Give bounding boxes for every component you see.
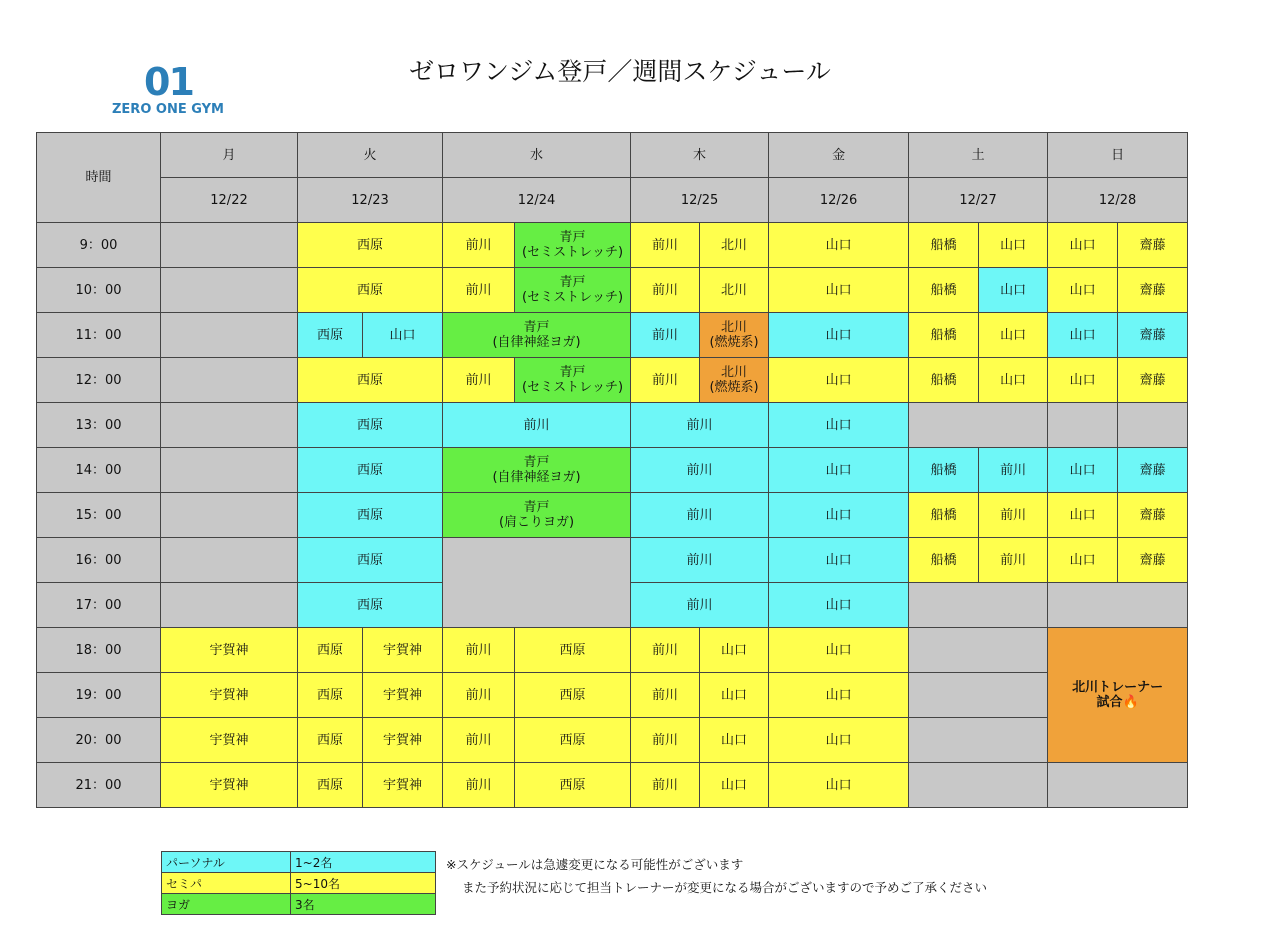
date-header-wed: 12/24 (443, 178, 631, 223)
trainer-name: 西原 (357, 282, 384, 298)
schedule-cell (1048, 358, 1118, 403)
schedule-cell (443, 403, 631, 448)
trainer-name: 宇賀神 (209, 732, 249, 748)
schedule-cell (161, 628, 298, 673)
schedule-cell (700, 268, 769, 313)
legend-row (162, 894, 436, 915)
trainer-name: 前川 (1000, 507, 1027, 523)
trainer-name: 船橋 (930, 372, 957, 388)
trainer-name: 青戸 (肩こりヨガ) (498, 500, 575, 530)
schedule-cell (298, 493, 443, 538)
trainer-name: 山口 (1069, 462, 1096, 478)
trainer-name: 前川 (652, 687, 679, 703)
schedule-cell (1118, 223, 1188, 268)
closed-cell (1048, 763, 1188, 808)
date-header-fri: 12/26 (769, 178, 909, 223)
trainer-name: 前川 (686, 597, 713, 613)
trainer-name: 青戸 (自律神経ヨガ) (492, 320, 581, 350)
trainer-name: 前川 (652, 237, 679, 253)
time-label: 18：00 (37, 628, 161, 673)
schedule-cell (700, 718, 769, 763)
trainer-name: 山口 (825, 462, 852, 478)
trainer-name: 山口 (825, 372, 852, 388)
schedule-cell (979, 358, 1048, 403)
time-slot-row (37, 538, 1188, 583)
schedule-cell (298, 718, 363, 763)
time-header: 時間 (37, 133, 161, 223)
schedule-cell (909, 313, 979, 358)
logo-text: ZERO ONE GYM (112, 102, 224, 117)
schedule-cell (443, 358, 515, 403)
schedule-cell (769, 358, 909, 403)
schedule-cell (1048, 223, 1118, 268)
schedule-cell (769, 583, 909, 628)
schedule-notes (446, 853, 987, 899)
trainer-name: 山口 (389, 327, 416, 343)
trainer-name: 山口 (1069, 282, 1096, 298)
trainer-name: 齋藤 (1139, 462, 1166, 478)
schedule-cell (298, 358, 443, 403)
legend-row (162, 852, 436, 873)
date-header-row (37, 178, 1188, 223)
day-header-tue: 火 (298, 133, 443, 178)
schedule-cell (298, 763, 363, 808)
time-label: 19：00 (37, 673, 161, 718)
schedule-cell (909, 448, 979, 493)
schedule-cell (443, 673, 515, 718)
trainer-name: 山口 (1069, 327, 1096, 343)
closed-cell (161, 403, 298, 448)
closed-cell (161, 358, 298, 403)
trainer-name: 宇賀神 (209, 777, 249, 793)
time-label: 15：00 (37, 493, 161, 538)
trainer-name: 前川 (1000, 462, 1027, 478)
trainer-name: 山口 (825, 327, 852, 343)
date-header-mon: 12/22 (161, 178, 298, 223)
closed-cell (909, 583, 1048, 628)
schedule-cell (700, 358, 769, 403)
trainer-name: 山口 (721, 777, 748, 793)
trainer-name: 西原 (357, 507, 384, 523)
schedule-cell (700, 763, 769, 808)
day-header-sun: 日 (1048, 133, 1188, 178)
schedule-cell (298, 268, 443, 313)
trainer-name: 西原 (317, 327, 344, 343)
trainer-name: 前川 (652, 777, 679, 793)
trainer-name: 前川 (465, 777, 492, 793)
schedule-cell (1118, 493, 1188, 538)
legend-capacity: 3名 (291, 894, 436, 915)
trainer-name: 山口 (1069, 237, 1096, 253)
trainer-name: 前川 (652, 372, 679, 388)
schedule-cell (515, 718, 631, 763)
schedule-cell (363, 313, 443, 358)
trainer-name: 船橋 (930, 507, 957, 523)
time-slot-row (37, 448, 1188, 493)
schedule-cell (443, 448, 631, 493)
schedule-cell (769, 718, 909, 763)
trainer-name: 西原 (559, 687, 586, 703)
schedule-cell (1048, 268, 1118, 313)
time-slot-row (37, 358, 1188, 403)
schedule-cell (769, 493, 909, 538)
schedule-cell (298, 448, 443, 493)
trainer-name: 前川 (652, 327, 679, 343)
schedule-cell (443, 718, 515, 763)
date-header-sun: 12/28 (1048, 178, 1188, 223)
trainer-name: 宇賀神 (209, 642, 249, 658)
schedule-cell (631, 583, 769, 628)
time-label: 9：00 (37, 223, 161, 268)
trainer-name: 宇賀神 (383, 687, 423, 703)
schedule-cell (769, 268, 909, 313)
closed-cell (443, 538, 631, 628)
schedule-cell (909, 538, 979, 583)
trainer-name: 山口 (1000, 237, 1027, 253)
trainer-name: 齋藤 (1139, 237, 1166, 253)
trainer-name: 宇賀神 (383, 642, 423, 658)
schedule-cell (443, 628, 515, 673)
schedule-cell (1118, 358, 1188, 403)
trainer-name: 山口 (721, 642, 748, 658)
schedule-cell (631, 718, 700, 763)
trainer-name: 山口 (825, 687, 852, 703)
closed-cell (161, 538, 298, 583)
trainer-name: 山口 (825, 417, 852, 433)
trainer-name: 齋藤 (1139, 507, 1166, 523)
closed-cell (909, 763, 1048, 808)
closed-cell (909, 403, 1048, 448)
trainer-name: 山口 (721, 732, 748, 748)
schedule-cell (979, 538, 1048, 583)
closed-cell (161, 223, 298, 268)
schedule-cell (631, 313, 700, 358)
legend-label: パーソナル (162, 852, 291, 873)
schedule-cell (443, 223, 515, 268)
closed-cell (1118, 403, 1188, 448)
closed-cell (1048, 403, 1118, 448)
time-slot-row (37, 493, 1188, 538)
time-slot-row (37, 628, 1188, 673)
day-header-wed: 水 (443, 133, 631, 178)
schedule-cell (979, 493, 1048, 538)
closed-cell (909, 628, 1048, 673)
schedule-cell (631, 223, 700, 268)
schedule-cell (769, 538, 909, 583)
trainer-name: 山口 (825, 282, 852, 298)
trainer-name: 西原 (357, 417, 384, 433)
trainer-name: 山口 (825, 552, 852, 568)
schedule-cell (515, 628, 631, 673)
schedule-cell (631, 358, 700, 403)
schedule-cell (1048, 538, 1118, 583)
schedule-cell (515, 268, 631, 313)
trainer-name: 船橋 (930, 327, 957, 343)
trainer-name: 船橋 (930, 282, 957, 298)
schedule-cell (161, 763, 298, 808)
trainer-name: 前川 (465, 372, 492, 388)
schedule-cell (363, 628, 443, 673)
schedule-cell (161, 718, 298, 763)
trainer-name: 山口 (825, 642, 852, 658)
schedule-cell (909, 493, 979, 538)
page-title: ゼロワンジム登戸／週間スケジュール (409, 57, 831, 86)
day-header-sat: 土 (909, 133, 1048, 178)
weekly-schedule-table (36, 132, 1188, 808)
trainer-name: 前川 (465, 732, 492, 748)
schedule-cell (161, 673, 298, 718)
trainer-name: 山口 (825, 597, 852, 613)
schedule-cell (769, 313, 909, 358)
schedule-cell (298, 313, 363, 358)
trainer-name: 青戸 (セミストレッチ) (522, 365, 624, 395)
trainer-name: 北川トレーナー 試合🔥 (1072, 680, 1164, 710)
date-header-thu: 12/25 (631, 178, 769, 223)
trainer-name: 西原 (559, 732, 586, 748)
trainer-name: 山口 (1069, 372, 1096, 388)
schedule-cell (769, 673, 909, 718)
day-header-fri: 金 (769, 133, 909, 178)
schedule-cell (515, 223, 631, 268)
schedule-cell (443, 763, 515, 808)
trainer-name: 山口 (1069, 507, 1096, 523)
schedule-cell (1118, 448, 1188, 493)
closed-cell (1048, 583, 1188, 628)
logo-mark: 01 (144, 60, 193, 104)
schedule-cell (443, 493, 631, 538)
time-label: 21：00 (37, 763, 161, 808)
trainer-name: 西原 (559, 642, 586, 658)
trainer-name: 前川 (686, 417, 713, 433)
trainer-name: 青戸 (セミストレッチ) (522, 230, 624, 260)
trainer-name: 齋藤 (1139, 282, 1166, 298)
schedule-cell (298, 583, 443, 628)
schedule-cell (1048, 493, 1118, 538)
day-header-row (37, 133, 1188, 178)
trainer-name: 前川 (465, 642, 492, 658)
schedule-cell (769, 448, 909, 493)
legend-label: ヨガ (162, 894, 291, 915)
trainer-name: 前川 (1000, 552, 1027, 568)
schedule-cell (443, 313, 631, 358)
schedule-cell (363, 763, 443, 808)
trainer-name: 西原 (357, 552, 384, 568)
schedule-cell (631, 628, 700, 673)
trainer-name: 齋藤 (1139, 327, 1166, 343)
trainer-name: 船橋 (930, 462, 957, 478)
schedule-cell (363, 718, 443, 763)
trainer-name: 前川 (465, 237, 492, 253)
trainer-name: 前川 (686, 462, 713, 478)
trainer-name: 前川 (686, 552, 713, 568)
note-line: ※スケジュールは急遽変更になる可能性がございます (446, 857, 744, 872)
schedule-cell (1048, 448, 1118, 493)
schedule-cell (769, 628, 909, 673)
schedule-cell (631, 538, 769, 583)
trainer-name: 山口 (721, 687, 748, 703)
schedule-cell (700, 223, 769, 268)
trainer-name: 西原 (317, 732, 344, 748)
schedule-cell (1048, 313, 1118, 358)
trainer-name: 西原 (559, 777, 586, 793)
schedule-cell (631, 268, 700, 313)
time-slot-row (37, 313, 1188, 358)
date-header-tue: 12/23 (298, 178, 443, 223)
schedule-cell (769, 403, 909, 448)
schedule-cell (769, 763, 909, 808)
time-label: 14：00 (37, 448, 161, 493)
legend-label: セミパ (162, 873, 291, 894)
trainer-name: 前川 (523, 417, 550, 433)
trainer-name: 齋藤 (1139, 372, 1166, 388)
closed-cell (909, 718, 1048, 763)
trainer-name: 北川 (燃焼系) (709, 365, 759, 395)
trainer-name: 山口 (825, 732, 852, 748)
closed-cell (161, 583, 298, 628)
trainer-name: 西原 (317, 777, 344, 793)
schedule-cell (1118, 268, 1188, 313)
trainer-name: 山口 (1000, 282, 1027, 298)
schedule-cell (298, 628, 363, 673)
schedule-cell (979, 223, 1048, 268)
schedule-cell (700, 313, 769, 358)
trainer-name: 前川 (686, 507, 713, 523)
schedule-cell (631, 448, 769, 493)
schedule-cell (363, 673, 443, 718)
trainer-name: 西原 (317, 687, 344, 703)
schedule-cell (443, 268, 515, 313)
schedule-cell (1118, 538, 1188, 583)
schedule-cell (979, 313, 1048, 358)
trainer-name: 宇賀神 (383, 732, 423, 748)
trainer-name: 北川 (721, 237, 748, 253)
trainer-name: 山口 (1000, 372, 1027, 388)
schedule-cell (1118, 313, 1188, 358)
trainer-name: 青戸 (セミストレッチ) (522, 275, 624, 305)
trainer-name: 青戸 (自律神経ヨガ) (492, 455, 581, 485)
trainer-name: 前川 (465, 282, 492, 298)
schedule-cell (979, 448, 1048, 493)
day-header-thu: 木 (631, 133, 769, 178)
schedule-cell (631, 403, 769, 448)
trainer-name: 西原 (357, 462, 384, 478)
trainer-name: 宇賀神 (209, 687, 249, 703)
trainer-name: 船橋 (930, 237, 957, 253)
trainer-name: 宇賀神 (383, 777, 423, 793)
trainer-name: 山口 (825, 777, 852, 793)
schedule-cell (631, 493, 769, 538)
trainer-name: 西原 (317, 642, 344, 658)
trainer-name: 西原 (357, 372, 384, 388)
time-label: 17：00 (37, 583, 161, 628)
time-slot-row (37, 268, 1188, 313)
schedule-cell (979, 268, 1048, 313)
trainer-name: 齋藤 (1139, 552, 1166, 568)
trainer-name: 前川 (652, 732, 679, 748)
note-line: また予約状況に応じて担当トレーナーが変更になる場合がございますので予めご了承ください (462, 880, 988, 895)
time-label: 20：00 (37, 718, 161, 763)
schedule-cell (515, 673, 631, 718)
time-slot-row (37, 718, 1188, 763)
schedule-cell (909, 268, 979, 313)
schedule-cell (1048, 628, 1188, 763)
schedule-cell (700, 673, 769, 718)
schedule-cell (515, 763, 631, 808)
time-label: 12：00 (37, 358, 161, 403)
schedule-cell (298, 403, 443, 448)
schedule-cell (909, 223, 979, 268)
time-slot-row (37, 223, 1188, 268)
trainer-name: 山口 (1069, 552, 1096, 568)
closed-cell (161, 493, 298, 538)
trainer-name: 前川 (652, 282, 679, 298)
schedule-cell (909, 358, 979, 403)
gym-logo (108, 62, 228, 120)
time-slot-row (37, 673, 1188, 718)
schedule-cell (769, 223, 909, 268)
time-label: 13：00 (37, 403, 161, 448)
closed-cell (161, 268, 298, 313)
schedule-cell (631, 673, 700, 718)
schedule-cell (700, 628, 769, 673)
time-slot-row (37, 763, 1188, 808)
legend-capacity: 5~10名 (291, 873, 436, 894)
schedule-cell (515, 358, 631, 403)
trainer-name: 前川 (652, 642, 679, 658)
schedule-cell (298, 673, 363, 718)
date-header-sat: 12/27 (909, 178, 1048, 223)
trainer-name: 山口 (825, 507, 852, 523)
trainer-name: 前川 (465, 687, 492, 703)
schedule-cell (298, 538, 443, 583)
closed-cell (161, 448, 298, 493)
closed-cell (909, 673, 1048, 718)
time-slot-row (37, 403, 1188, 448)
time-label: 10：00 (37, 268, 161, 313)
trainer-name: 西原 (357, 237, 384, 253)
trainer-name: 船橋 (930, 552, 957, 568)
trainer-name: 山口 (1000, 327, 1027, 343)
trainer-name: 山口 (825, 237, 852, 253)
time-label: 11：00 (37, 313, 161, 358)
legend-capacity: 1~2名 (291, 852, 436, 873)
trainer-name: 北川 (721, 282, 748, 298)
day-header-mon: 月 (161, 133, 298, 178)
closed-cell (161, 313, 298, 358)
schedule-cell (298, 223, 443, 268)
schedule-cell (631, 763, 700, 808)
trainer-name: 西原 (357, 597, 384, 613)
trainer-name: 北川 (燃焼系) (709, 320, 759, 350)
time-label: 16：00 (37, 538, 161, 583)
legend-table (161, 851, 436, 915)
legend-row (162, 873, 436, 894)
